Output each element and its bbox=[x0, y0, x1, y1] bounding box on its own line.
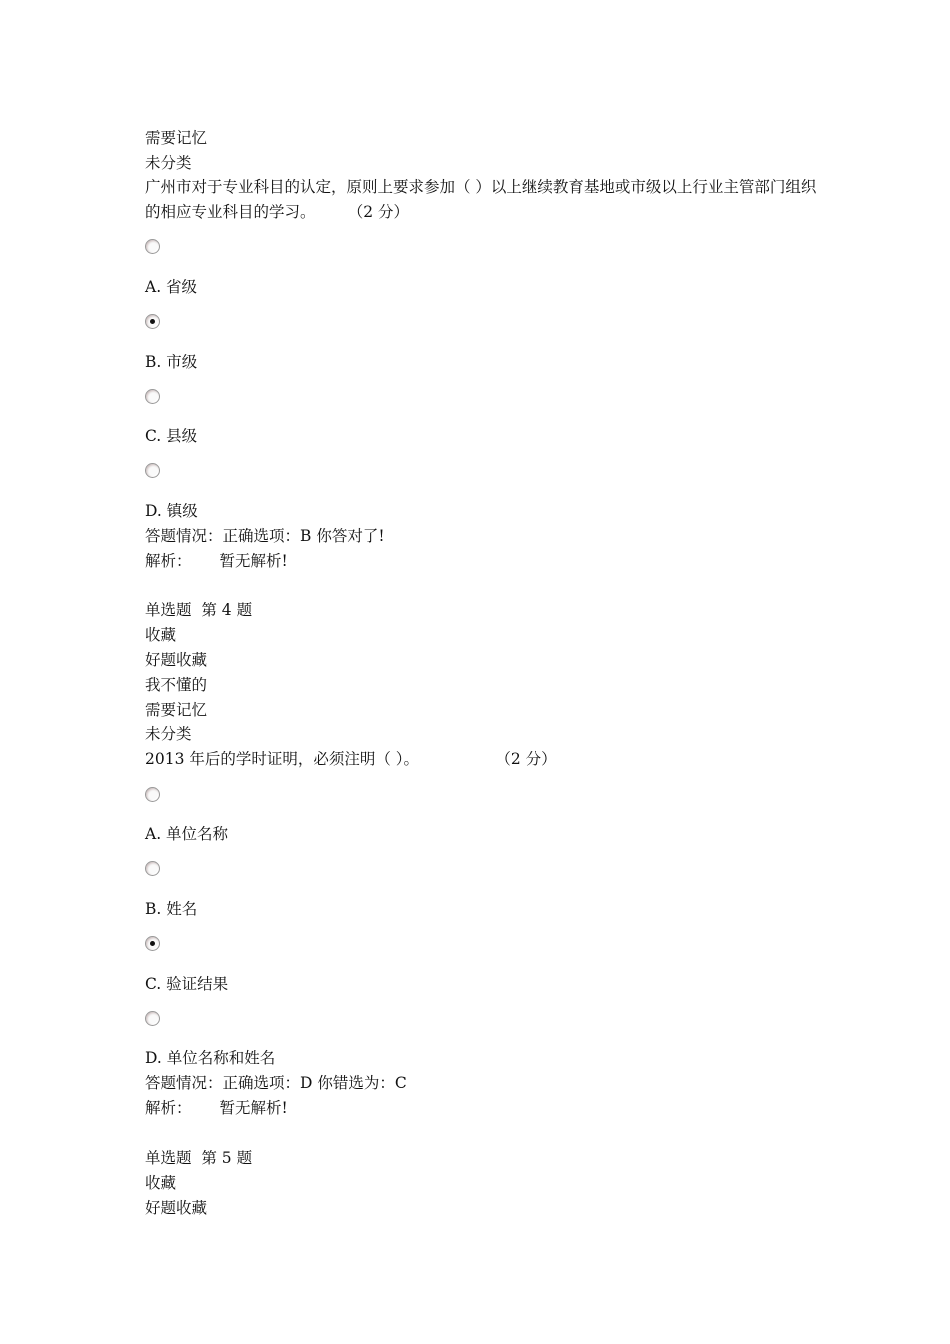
dont-understand-link[interactable]: 我不懂的 bbox=[145, 676, 208, 694]
tag-need-memory[interactable]: 需要记忆 bbox=[145, 129, 208, 147]
question-text bbox=[145, 175, 825, 225]
result-text: 正确选项：D 你错选为：C bbox=[222, 1074, 407, 1092]
radio-option-a[interactable] bbox=[145, 239, 160, 254]
good-question-link[interactable]: 好题收藏 bbox=[145, 651, 208, 669]
question-number: 第 4 题 bbox=[201, 601, 253, 619]
answer-result bbox=[145, 524, 385, 548]
question-header bbox=[145, 598, 252, 622]
question-type: 单选题 bbox=[145, 1149, 192, 1167]
result-text: 正确选项：B 你答对了! bbox=[222, 527, 385, 545]
analysis-label: 解析： bbox=[145, 552, 192, 570]
result-label: 答题情况： bbox=[145, 1074, 223, 1092]
answer-analysis bbox=[145, 549, 288, 573]
answer-analysis bbox=[145, 1096, 288, 1120]
question-score: （2 分） bbox=[503, 750, 557, 768]
option-b-label: B. 市级 bbox=[145, 353, 198, 371]
question-score: （2 分） bbox=[355, 203, 410, 221]
radio-option-d[interactable] bbox=[145, 463, 160, 478]
analysis-text: 暂无解析! bbox=[219, 1099, 288, 1117]
radio-option-a[interactable] bbox=[145, 787, 160, 802]
option-d-label: D. 单位名称和姓名 bbox=[145, 1049, 276, 1067]
tag-uncategorized[interactable]: 未分类 bbox=[145, 725, 192, 743]
analysis-label: 解析： bbox=[145, 1099, 192, 1117]
option-a-label: A. 单位名称 bbox=[145, 825, 229, 843]
option-a-label: A. 省级 bbox=[145, 278, 198, 296]
option-c-label: C. 验证结果 bbox=[145, 975, 229, 993]
radio-option-c[interactable] bbox=[145, 936, 160, 951]
favorite-link[interactable]: 收藏 bbox=[145, 1174, 177, 1192]
question-header bbox=[145, 1146, 252, 1170]
option-b-label: B. 姓名 bbox=[145, 900, 198, 918]
answer-result bbox=[145, 1071, 407, 1095]
radio-option-c[interactable] bbox=[145, 389, 160, 404]
analysis-text: 暂无解析! bbox=[219, 552, 288, 570]
radio-option-b[interactable] bbox=[145, 314, 160, 329]
question-stem: 2013 年后的学时证明，必须注明（ ）。 bbox=[145, 750, 420, 768]
good-question-link[interactable]: 好题收藏 bbox=[145, 1199, 208, 1217]
result-label: 答题情况： bbox=[145, 527, 223, 545]
favorite-link[interactable]: 收藏 bbox=[145, 626, 177, 644]
question-stem: 广州市对于专业科目的认定，原则上要求参加（ ）以上继续教育基地或市级以上行业主管部门组织的相应专业科目的学习。 bbox=[145, 178, 817, 221]
question-type: 单选题 bbox=[145, 601, 192, 619]
tag-uncategorized[interactable]: 未分类 bbox=[145, 154, 192, 172]
question-number: 第 5 题 bbox=[201, 1149, 253, 1167]
tag-need-memory[interactable]: 需要记忆 bbox=[145, 701, 208, 719]
option-d-label: D. 镇级 bbox=[145, 502, 198, 520]
radio-option-b[interactable] bbox=[145, 861, 160, 876]
question-text bbox=[145, 747, 557, 771]
radio-option-d[interactable] bbox=[145, 1011, 160, 1026]
option-c-label: C. 县级 bbox=[145, 427, 198, 445]
